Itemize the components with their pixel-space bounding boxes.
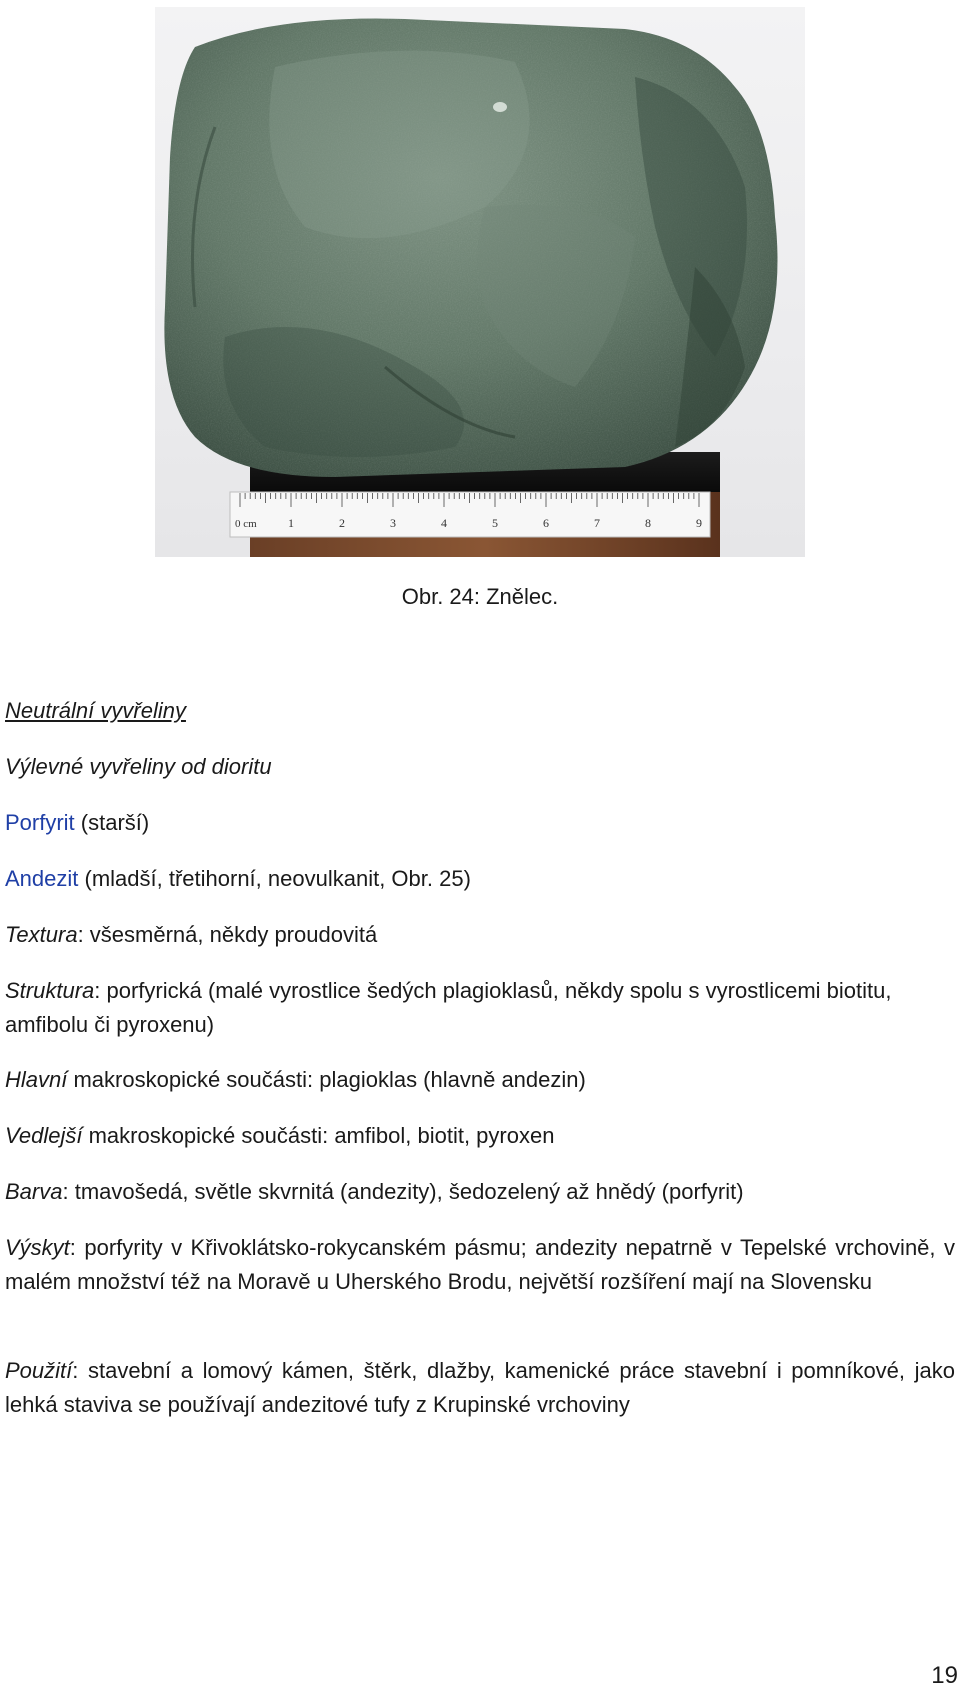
rock-specimen-illustration <box>155 7 805 557</box>
ruler-number: 4 <box>441 516 447 530</box>
property-value: : tmavošedá, světle skvrnitá (andezity), šedozelený až hnědý (porfyrit) <box>62 1179 744 1204</box>
property-label: Barva <box>5 1179 63 1204</box>
ruler-number: 3 <box>390 516 396 530</box>
ruler-number: 9 <box>696 516 702 530</box>
rock-porfyrit-note: (starší) <box>74 810 150 835</box>
rock-andezit-link[interactable]: Andezit <box>5 866 79 891</box>
figure-caption: Obr. 24: Znělec. <box>401 584 559 609</box>
property-value: makroskopické součásti: plagioklas (hlavně andezin) <box>67 1067 586 1092</box>
rock-andezit-note: (mladší, třetihorní, neovulkanit, Obr. 25) <box>78 866 471 891</box>
property-label: Výskyt <box>5 1235 70 1260</box>
property-value: makroskopické součásti: amfibol, biotit, pyroxen <box>82 1123 555 1148</box>
property-value: : porfyrická (malé vyrostlice šedých plagioklasů, někdy spolu s vyrostlicemi biotitu, amfibolu či pyroxenu) <box>5 978 892 1037</box>
property-value: : porfyrity v Křivoklátsko-rokycanském pásmu; andezity nepatrně v Tepelské vrchovině, v malém množství též na Moravě u Uherského Brodu, největší rozšíření mají na Slovensku <box>5 1235 955 1294</box>
rock-porfyrit <box>5 806 955 840</box>
ruler-number: 1 <box>288 516 294 530</box>
property-label: Použití <box>5 1358 73 1383</box>
section-heading <box>5 694 955 728</box>
ruler-number: 8 <box>645 516 651 530</box>
property-label: Hlavní <box>5 1067 68 1092</box>
property-value: : stavební a lomový kámen, štěrk, dlažby, kamenické práce stavební i pomníkové, jako lehká staviva se používají andezitové tufy z Krupinské vrchoviny <box>5 1358 955 1417</box>
property-barva <box>5 1175 955 1209</box>
property-hlavni <box>5 1063 955 1097</box>
property-vedlejsi <box>5 1119 955 1153</box>
property-textura <box>5 918 955 952</box>
ruler-number: 7 <box>594 516 600 530</box>
rock <box>164 19 777 477</box>
ruler-number: 6 <box>543 516 549 530</box>
ruler-number: 5 <box>492 516 498 530</box>
section-subheading: Výlevné vyvřeliny od dioritu <box>5 754 272 779</box>
page-number: 19 <box>931 1662 958 1689</box>
rock-porfyrit-link[interactable]: Porfyrit <box>5 810 75 835</box>
rock-specimen-photo <box>155 7 805 557</box>
ruler <box>230 492 710 537</box>
property-value: : všesměrná, někdy proudovitá <box>77 922 378 947</box>
property-vyskyt <box>5 1231 955 1299</box>
ruler-unit-label: 0 cm <box>235 518 257 530</box>
property-pouziti <box>5 1354 955 1422</box>
property-label: Textura <box>5 922 78 947</box>
property-struktura <box>5 974 955 1042</box>
rock-andezit <box>5 862 955 896</box>
property-label: Vedlejší <box>5 1123 83 1148</box>
section-heading-text: Neutrální vyvřeliny <box>5 698 186 723</box>
property-label: Struktura <box>5 978 95 1003</box>
ruler-number: 2 <box>339 516 345 530</box>
